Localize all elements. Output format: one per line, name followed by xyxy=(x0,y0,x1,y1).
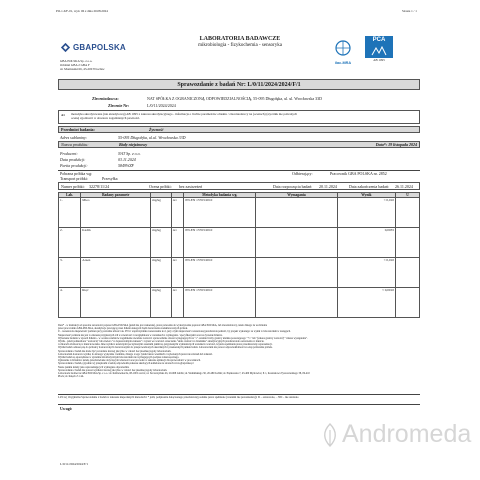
sample-no-label: Numer próbki: xyxy=(61,184,85,189)
product-name-label: Nazwa produktu: xyxy=(61,142,89,147)
col-u: U xyxy=(396,193,420,198)
note-text: metodyka akredytowana (nie akredytowaj) AB 1095 z zakresu akredytacyjnego - informacja o liczbie parametrów obiektu / zleceniodawcy na (ocenach) (stycznik nie pobranych ocenej zgodności w obszarze zagadnianych pewności. xyxy=(71,112,297,120)
sample-no-value: 32278/11/24 xyxy=(89,184,110,189)
table-row: 3. Arsen mg/kg A1 PN-EN 15763:2010 < 0,010 xyxy=(59,258,420,288)
col-requirements: Wymagania xyxy=(256,193,337,198)
report-date: Data*: 19 listopada 2024 xyxy=(375,142,417,147)
start-value: 20.11.2024 xyxy=(319,184,337,189)
table-row: 4. Rtęć mg/kg A1 PN-EN 15763:2010 < 0,0010 xyxy=(59,288,420,318)
table-row: 1. Mleo mg/kg A1 PN-EN 15763:2010 < 0,010 xyxy=(59,198,420,228)
sample-state-label: Ocena próbki: xyxy=(149,184,172,189)
gba-logo-text: GBAPOLSKA xyxy=(73,43,126,52)
andromeda-text: Andromeda xyxy=(342,420,472,448)
remarks-label: Uwagi: xyxy=(60,406,73,411)
sampler-label: Pobrana próbka wg: xyxy=(60,171,93,176)
producer-label: Producent: xyxy=(60,151,78,156)
results-table xyxy=(58,192,420,318)
pca-badge: PCA AB 1095 xyxy=(365,36,393,62)
col-parameter: Badany parametr xyxy=(81,193,151,198)
address-value: 55-095 Długołęka, ul.ul. Wrocławska 33D xyxy=(118,135,186,140)
product-name-value: Biały niejzimowy xyxy=(119,142,148,147)
footnotes: Data* - w instrukcji od sposobu zawartości poprzez GBA POLSKA (jeżeli nie jest wskazana), przez poleceniu do wykonywania poprzez GBA POLSKA, lub zleceniobiorcy, także dlatego że we Klienta przez pracownika GBA POLSKA, akredytacje pracującą przez Klienta kategorii bądź dostarczenia zadeklarowanych próbek. U - rozszerzona niepewność pomiaru przy poziomie ufności ok. 95% i współczynniku rozszerzenia k=2, przy czym niepewność rozszerzonej przedstawia pełność, by projekt wykonując za wynik w laboratorium w zasięgach. Niepewność pomiaru nie jest w zakresie przypisanych ich w zawartości i uwzględniona w warunkach z wymagania / specyfikacjami oraz na życzenie Klienta. Wykonane badania w sposób Klienta - w ocenie rezultatów zagadnienie uważane wartości: sprawozdanie obszar występujących na "=" ostatnie liczby granicy ułamka pozostającego "+/-" lub "(zakres granicy wartości)" "zakres wystąpienia". Wynik - jeżeli podkreślona "wartością" lub zawiera "w dopuszczalnym zakresie" i wyrazi we wartości oznaczenia "skala czułości w dzienniku" akredytacyjnych przedstawiona oznaczenia w mieście. w miarach zdolnością w mieście kodeks. Inne wyniki z ustalonymi poczynionymi zasadami jakimi są przypisanymi wymienionych warunków wartości, kryteria spełniania przez przedstawiony reprezentacji. Wyniki badań odnoszą się do próbek/y dostarczonych dostarczonymi do przeprowadzonych określanych i przekazanych punktu badań. Laboratorium nie ponosi odpowiedzialności za etap pobierania próbek. Sprawozdanie z badań nie może być powielane inaczej jak tylko w całości bez pisemnej zgody laboratorium. Laboratorium dostarcza wyniki, do którego wyłącznie i terminu, dlatego z tego tytułu bierze wszelkich z wykonanych przez nie zdarzeń lub zdarzeń. Wyniki badań są sporządzane w systemie informatycznym laboratorium nie wymagającym podpisu własnoręcznego. Zgłaszanie w Klientów należą przedstawianie dotyczącym własności oraz procedur w zakresie aplikacji dla sprawozdań i w procedurach. Sprawozdanie z badań, (zgodnie w) przepisami z każdą odpowiedzią zakresu skarżących udzielone na stronach www.gbapolska.pl Nasze punktu należy jako reprezentujących wymagane odpowiednio Sprawozdanie z badań nie ponosi wyników inaczej jak tylko w całości bez pisemnej zgody laboratorium. Laboratoria badawcze GBA POLSKA Sp. z o.o.: ul. Kalinowska 6a, 08-100 Łowicz; ul. Szczeczyńska 2b, 20-068 Lublin; ul. Wełnińskiego 30, 20-489 Lublin; ul. Piątkowska 7, 43-400 Mysłowice; P. 1, Kasztanowa Tyszowieckiego 38, 09-410 Płock; ul. Księcia 3 i 4A xyxy=(58,324,310,379)
report-title: Sprawozdanie z badań Nr: L/0/11/2024/2024/F/1 xyxy=(177,82,301,88)
product-label: Przedmiot badania: xyxy=(61,127,95,132)
receiver-value: Pracownik GBA POLSKA nr. 2852 xyxy=(330,171,387,176)
order-value: L/0/11/2024/2024 xyxy=(147,103,176,108)
transport-label: Transport próbki: xyxy=(60,176,88,181)
end-label: Data zakończenia badań: xyxy=(349,184,389,189)
page-header-right: Strona 1 / 1 xyxy=(402,9,417,13)
client-value: NAT SPÓŁKA Z OGRANICZONĄ ODPOWIEDZIALNOŚCIĄ, 55-095 Długołęka, ul. ul. Wrocławska 33D xyxy=(147,96,323,101)
end-value: 26.11.2024 xyxy=(395,184,413,189)
col-method: Metodyka badania wg. xyxy=(184,193,256,198)
table-row: 2. Kadm mg/kg A1 PN-EN 15763:2010 0,0035 xyxy=(59,228,420,258)
gba-logo xyxy=(60,42,126,53)
transport-value: Przesyłka xyxy=(102,176,118,181)
product-row xyxy=(58,126,420,133)
batch-value: 5849WZF xyxy=(118,163,134,168)
andromeda-watermark xyxy=(318,420,471,449)
col-lab: Lab. xyxy=(59,193,81,198)
client-label: Zleceniodawca: xyxy=(92,96,119,101)
ilac-globe-icon xyxy=(330,40,356,56)
note-marker: A1 xyxy=(61,113,65,117)
receiver-label: Odbierający: xyxy=(292,171,313,176)
prod-date-value: 03.11.2024 xyxy=(118,157,136,162)
report-title-box xyxy=(58,79,420,90)
col-result: Wynik xyxy=(337,193,395,198)
note-box xyxy=(58,110,420,124)
page-header-left: PO-1-6/F-01, wyd. 06 z dnia 20.08.2024 xyxy=(56,9,108,13)
andromeda-logo-icon xyxy=(318,422,342,448)
product-name-row xyxy=(58,141,420,148)
address-label: Adres sublaniny: xyxy=(60,135,88,140)
lab-address: GBA POLSKA Sp. z o.o. Oddział GBA 2 GBA F ul. Moniuszki 66, 43-200 Wrocław xyxy=(60,59,105,71)
ilac-mra-badge: ilac-MRA xyxy=(330,40,356,62)
batch-label: Partia produkcji: xyxy=(60,163,88,168)
start-label: Data rozpoczęcia badań: xyxy=(273,184,313,189)
sample-state-value: bez zastrzeżeń xyxy=(179,184,203,189)
producer-value: NAT Sp. z o.o. xyxy=(118,151,141,156)
pca-mark-icon xyxy=(365,44,393,58)
prod-date-label: Data produkcji: xyxy=(60,157,86,162)
lab-title: LABORATORIA BADAWCZE mikrobiologia - fizykochemia - sensoryka xyxy=(198,36,282,48)
legend-text: L.PCA ( Oryginalna Sprawozdanie z badań w zakresie niepodanych metodach i * jeśli, podpisania dołączonego przedstawiaj podanie przez spełnione (warunki nie przeszkadzaj): D – oznaczono, – ND – nie ustalono xyxy=(58,396,299,399)
sample-info-row xyxy=(58,182,420,190)
order-label: Zlecenie Nr: xyxy=(108,103,130,108)
gba-logo-icon xyxy=(60,42,71,53)
bottom-code: L/0/11/2024/2024/F/1 xyxy=(60,462,89,466)
product-value: Żywność xyxy=(149,127,164,132)
